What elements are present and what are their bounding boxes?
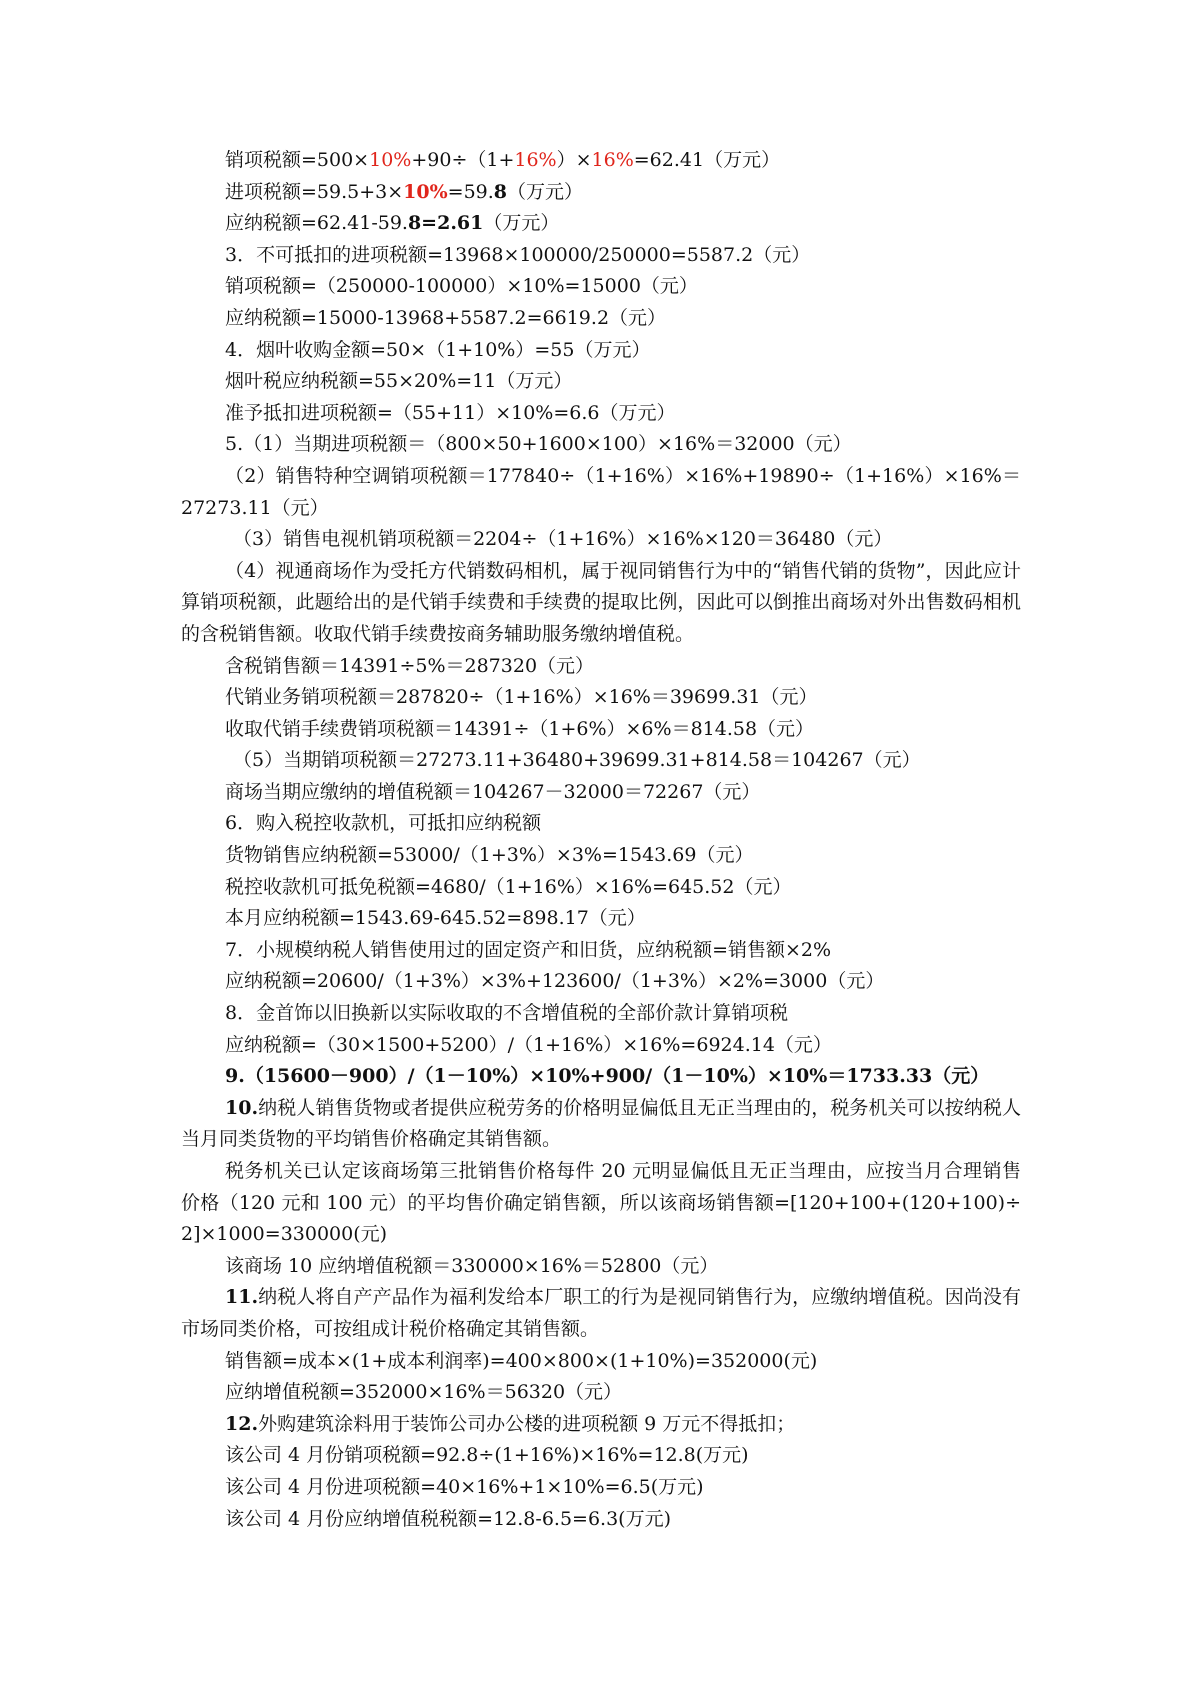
line-q7-heading: 7．小规模纳税人销售使用过的固定资产和旧货，应纳税额=销售额×2%: [225, 938, 832, 961]
line-q3-payable: 应纳税额=15000-13968+5587.2=6619.2（元）: [225, 306, 667, 329]
line-q12-heading: 12.外购建筑涂料用于装饰公司办公楼的进项税额 9 万元不得抵扣；: [225, 1412, 796, 1435]
highlight-rate: 16%: [591, 149, 634, 171]
line-q9-calc: 9.（15600－900）/（1－10%）×10%+900/（1－10%）×10%＝1733.33（元）: [225, 1065, 990, 1088]
paragraph-q5-camera: （4）视通商场作为受托方代销数码相机，属于视同销售行为中的“销售代销的货物”，因此应计算销项税额，此题给出的是代销手续费和手续费的提取比例，因此可以倒推出商场对外出售数码相机的含税销售额。收取代销手续费按商务辅助服务缴纳增值税。: [181, 559, 1021, 645]
line-payable-tax-calc: 应纳税额=62.41-59.8=2.61（万元）: [225, 212, 560, 235]
line-q12-input: 该公司 4 月份进项税额=40×16%+1×10%=6.5(万元): [225, 1475, 704, 1498]
line-q3-nondeductible: 3．不可抵扣的进项税额=13968×100000/250000=5587.2（元）: [225, 243, 811, 266]
paragraph-q10-explanation: 税务机关已认定该商场第三批销售价格每件 20 元明显偏低且无正当理由，应按当月合理销售价格（120 元和 100 元）的平均售价确定销售额，所以该商场销售额=[120+100+(120+100)÷2]×1000=330000(元): [181, 1160, 1021, 1246]
line-q5-tv: （3）销售电视机销项税额＝2204÷（1+16%）×16%×120＝36480（元）: [233, 528, 893, 551]
highlight-rate: 10%: [403, 180, 448, 203]
paragraph-q11-rule: 11.纳税人将自产产品作为福利发给本厂职工的行为是视同销售行为，应缴纳增值税。因尚没有市场同类价格，可按组成计税价格确定其销售额。: [181, 1286, 1021, 1340]
line-output-tax-calc: 销项税额=500×10%+90÷（1+16%）×16%=62.41（万元）: [225, 149, 781, 171]
paragraph-q10-rule: 10.纳税人销售货物或者提供应税劳务的价格明显偏低且无正当理由的，税务机关可以按纳税人当月同类货物的平均销售价格确定其销售额。: [181, 1096, 1021, 1151]
line-q8-payable: 应纳税额=（30×1500+5200）/（1+16%）×16%=6924.14（元）: [225, 1033, 832, 1056]
line-q6-heading: 6．购入税控收款机，可抵扣应纳税额: [225, 812, 542, 835]
line-q6-payable: 本月应纳税额=1543.69-645.52=898.17（元）: [225, 907, 646, 930]
line-q4-deductible: 准予抵扣进项税额=（55+11）×10%=6.6（万元）: [225, 401, 676, 424]
line-q8-heading: 8．金首饰以旧换新以实际收取的不含增值税的全部价款计算销项税: [225, 1002, 789, 1025]
line-q11-payable: 应纳增值税额=352000×16%＝56320（元）: [225, 1381, 623, 1404]
line-q5-total-output: （5）当期销项税额＝27273.11+36480+39699.31+814.58＝104267（元）: [233, 749, 921, 772]
answer-text-body: [181, 145, 1021, 1535]
line-q3-output-tax: 销项税额=（250000-100000）×10%=15000（元）: [225, 275, 698, 298]
paragraph-q5-aircon: （2）销售特种空调销项税额＝177840÷（1+16%）×16%+19890÷（1+16%）×16%＝27273.11（元）: [181, 464, 1021, 519]
line-q5-gross-sales: 含税销售额＝14391÷5%＝287320（元）: [225, 654, 595, 677]
line-input-tax-calc: 进项税额=59.5+3×10%=59.8（万元）: [225, 180, 584, 203]
line-q7-payable: 应纳税额=20600/（1+3%）×3%+123600/（1+3%）×2%=3000（元）: [225, 970, 885, 993]
line-q5-input-tax: 5.（1）当期进项税额＝（800×50+1600×100）×16%＝32000（元）: [225, 433, 852, 456]
line-q6-sales-tax: 货物销售应纳税额=53000/（1+3%）×3%=1543.69（元）: [225, 844, 754, 867]
line-q11-sales: 销售额=成本×(1+成本利润率)=400×800×(1+10%)=352000(元): [225, 1349, 818, 1372]
line-q6-register-credit: 税控收款机可抵免税额=4680/（1+16%）×16%=645.52（元）: [225, 875, 792, 898]
line-q5-consign-output: 代销业务销项税额＝287820÷（1+16%）×16%＝39699.31（元）: [225, 686, 818, 709]
line-q4-tobacco-tax: 烟叶税应纳税额=55×20%=11（万元）: [225, 370, 573, 393]
line-q5-payable: 商场当期应缴纳的增值税额＝104267－32000＝72267（元）: [225, 780, 761, 803]
line-q12-output: 该公司 4 月份销项税额=92.8÷(1+16%)×16%=12.8(万元): [225, 1444, 749, 1467]
line-q4-purchase: 4．烟叶收购金额=50×（1+10%）=55（万元）: [225, 338, 651, 361]
line-q10-payable: 该商场 10 应纳增值税额＝330000×16%＝52800（元）: [225, 1254, 719, 1277]
line-q5-fee-output: 收取代销手续费销项税额＝14391÷（1+6%）×6%＝814.58（元）: [225, 717, 815, 740]
highlight-rate: 10%: [369, 149, 412, 171]
highlight-rate: 16%: [514, 149, 557, 171]
line-q12-payable: 该公司 4 月份应纳增值税税额=12.8-6.5=6.3(万元): [225, 1507, 671, 1530]
